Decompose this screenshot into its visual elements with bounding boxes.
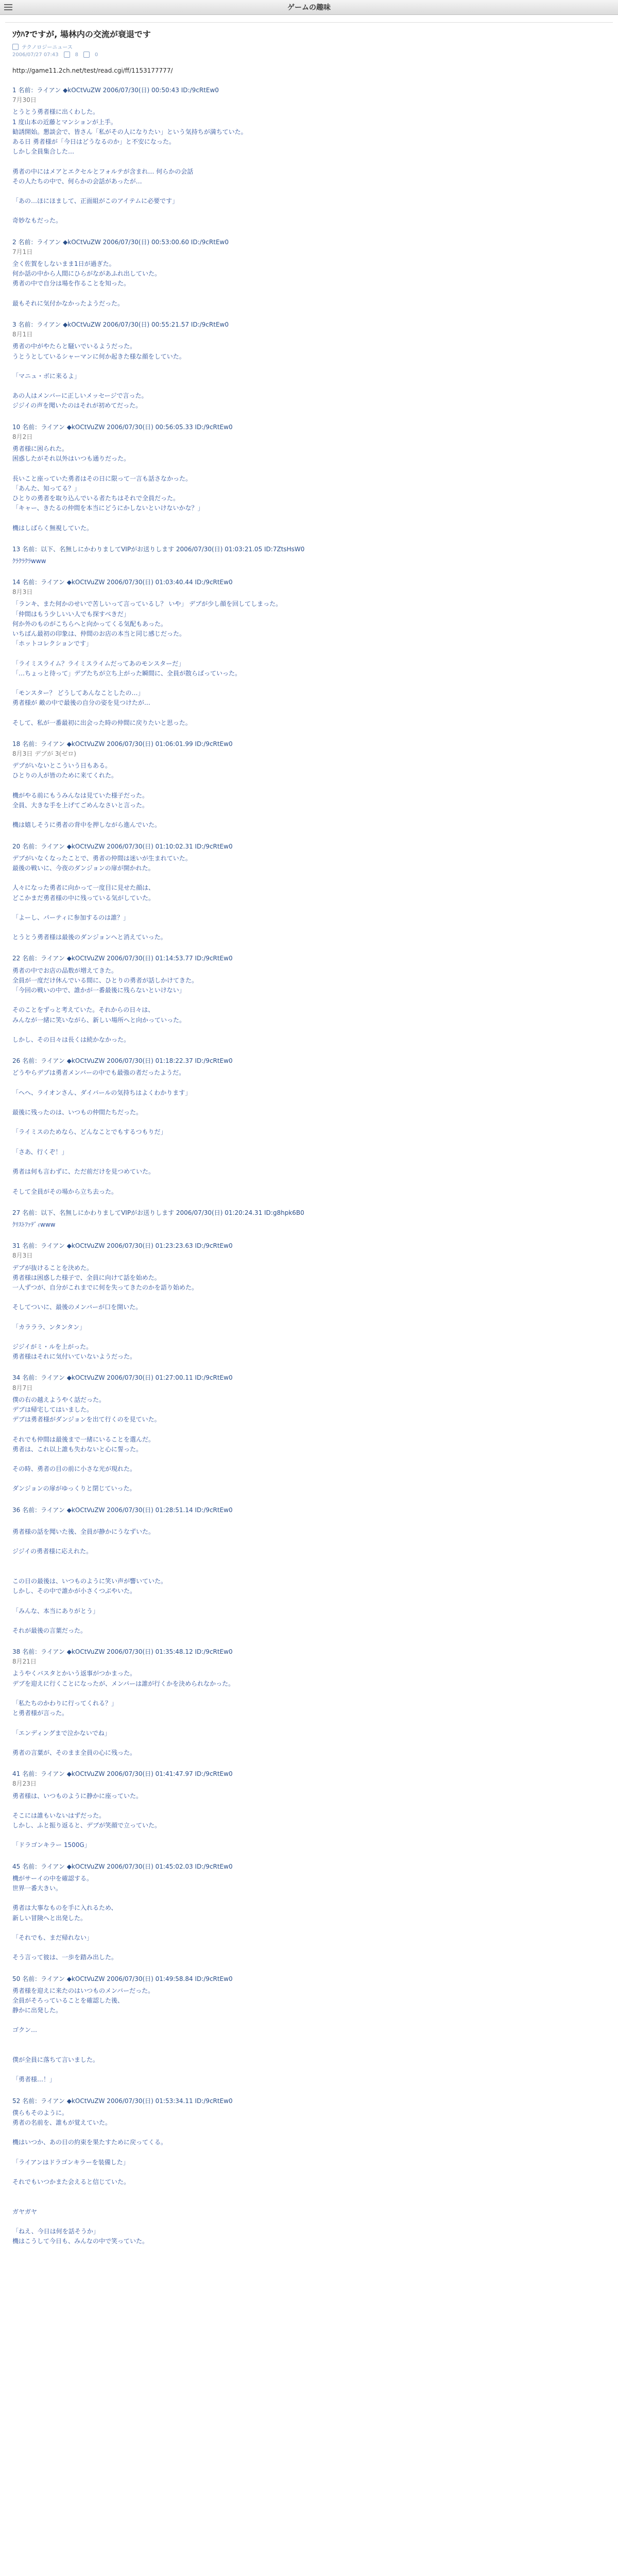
- item-line: [12, 1596, 606, 1606]
- item-line: デブが抜けることを決めた。: [12, 1264, 93, 1272]
- item-line: 勇者の中で自分は場を作ることを知った。: [12, 280, 130, 287]
- item-line: 勇者様の話を聞いた後、全員が静かにうなずいた。: [12, 1528, 155, 1535]
- item-body: [12, 1220, 606, 1230]
- item-line: デブは勇者様がダンジョンを出て行くのを見ていた。: [12, 1416, 161, 1423]
- item-line: ダンジョンの扉がゆっくりと閉じていった。: [12, 1485, 136, 1493]
- item-line: 勇者様は困惑した様子で、全員に向けて話を始めた。: [12, 1274, 161, 1281]
- item-line: 僕の右の越えようやく話だった。: [12, 1396, 106, 1403]
- item-line: 「エンディングまで泣かないでね」: [12, 1729, 111, 1737]
- item-line: [12, 1616, 606, 1626]
- item-date: 8月1日: [12, 331, 33, 338]
- page-title: ゲームの趣味: [287, 4, 331, 12]
- thread-item: [12, 739, 606, 831]
- item-body: [12, 854, 606, 943]
- page-container: [5, 22, 613, 2246]
- item-line: 最後の戦いに、今夜のダンジョンの扉が開かれた。: [12, 864, 154, 872]
- item-author-line: 20 名前：ライアン ◆kOCtVuZW 2006/07/30(日) 01:10:02.31 ID:/9cRtEw0: [12, 842, 233, 850]
- item-line: 勇者は大事なものを手に入れるため、: [12, 1904, 117, 1912]
- item-line: 「私たちのかわりに行ってくれる？」: [12, 1700, 118, 1707]
- item-line: その時、勇者の目の前に小さな光が現れた。: [12, 1465, 136, 1473]
- item-line: [12, 1718, 606, 1728]
- item-line: [12, 1517, 606, 1527]
- item-line: 「キャー、きたるの仲間を本当にどうにかしないといけないかな？」: [12, 504, 204, 512]
- item-line: それでも仲間は最後まで一緒にいることを選んだ。: [12, 1435, 155, 1443]
- item-line: 「モンスター？ どうしてあんなことしたの…」: [12, 689, 144, 697]
- item-line: ｸﾘｽﾄﾌｧﾃﾞｨwww: [12, 1221, 56, 1228]
- item-line: [12, 2187, 606, 2197]
- item-line: 一人ずつが、自分がこれまでに何を失ってきたのかを語り始めた。: [12, 1283, 198, 1291]
- thread-item: [12, 320, 606, 411]
- item-author-line: 10 名前：ライアン ◆kOCtVuZW 2006/07/30(日) 00:56:05.33 ID:/9cRtEw0: [12, 423, 233, 431]
- item-body: [12, 556, 606, 566]
- item-line: みんなが一緒に笑いながら、新しい場所へと向かっていった。: [12, 1016, 186, 1024]
- item-line: デブを迎えに行くことになったが、メンバーは誰が行くかを決められなかった。: [12, 1680, 235, 1687]
- item-line: 「…ちょっと待って」デブたちが立ち上がった瞬間に、全員が散らばっていった。: [12, 669, 242, 677]
- category-icon: [12, 44, 19, 50]
- item-line: ゴクン…: [12, 2026, 38, 2034]
- item-author-line: 50 名前：ライアン ◆kOCtVuZW 2006/07/30(日) 01:49:58.84 ID:/9cRtEw0: [12, 1975, 233, 1982]
- item-line: そして全員がその場から立ち去った。: [12, 1188, 118, 1195]
- item-line: 勇者の中でお店の品数が増えてきた。: [12, 967, 118, 974]
- item-line: 静かに出発した。: [12, 2007, 62, 2014]
- thread-item: [12, 1647, 606, 1758]
- item-line: 最後に残ったのは、いつもの仲間たちだった。: [12, 1109, 143, 1116]
- item-line: ひとりの勇者を取り込んでいる者たちはそれで全員だった。: [12, 494, 180, 502]
- item-date: 8月3日: [12, 1252, 33, 1260]
- item-author-line: 2 名前：ライアン ◆kOCtVuZW 2006/07/30(日) 00:53:00.60 ID:/9cRtEw0: [12, 238, 229, 246]
- item-line: 「勇者様…！」: [12, 2076, 56, 2083]
- thread-item: [12, 1208, 606, 1230]
- item-author-line: 18 名前：ライアン ◆kOCtVuZW 2006/07/30(日) 01:06:01.99 ID:/9cRtEw0: [12, 740, 233, 748]
- item-line: [12, 1117, 606, 1127]
- item-line: [12, 1425, 606, 1434]
- item-line: しかし、ふと振り返ると、デブが笑顔で立っていた。: [12, 1822, 161, 1829]
- item-body: [12, 1395, 606, 1494]
- item-date: 7月30日: [12, 96, 37, 104]
- item-author-line: 38 名前：ライアン ◆kOCtVuZW 2006/07/30(日) 01:35:48.12 ID:/9cRtEw0: [12, 1648, 233, 1656]
- item-body: [12, 107, 606, 226]
- item-line: 機は嬉しそうに勇者の背中を押しながら進んでいた。: [12, 821, 161, 829]
- item-line: とうとう勇者様は最後のダンジョンへと消えていった。: [12, 934, 167, 941]
- item-line: 機はこうして今日も、みんなの中で笑っていた。: [12, 2238, 149, 2245]
- item-line: [12, 708, 606, 718]
- item-line: 勇者様が 敵の中で最後の自分の姿を見つけたが…: [12, 699, 150, 707]
- item-author-line: 41 名前：ライアン ◆kOCtVuZW 2006/07/30(日) 01:41:47.97 ID:/9cRtEw0: [12, 1770, 233, 1778]
- post-meta-line: [12, 52, 606, 58]
- item-line: [12, 2167, 606, 2177]
- item-line: 勇者の言葉が、そのまま全員の心に残った。: [12, 1749, 136, 1756]
- item-line: 機はしばらく無視していた。: [12, 524, 93, 532]
- item-line: [12, 1923, 606, 1933]
- item-date: 7月1日: [12, 248, 33, 256]
- item-author-line: 3 名前：ライアン ◆kOCtVuZW 2006/07/30(日) 00:55:21.57 ID:/9cRtEw0: [12, 320, 229, 328]
- item-line: そしてついに、最後のメンバーが口を開いた。: [12, 1303, 142, 1311]
- item-line: [12, 1332, 606, 1342]
- item-line: しかし、その中で誰かが小さくつぶやいた。: [12, 1587, 136, 1595]
- item-body: [12, 1517, 606, 1636]
- item-line: 「今回の戦いの中で、誰かが一番最後に残らないといけない」: [12, 987, 185, 994]
- item-line: [12, 2197, 606, 2207]
- item-line: 僕が全員に落ちて言いました。: [12, 2056, 99, 2063]
- thread-item: [12, 1373, 606, 1494]
- item-line: 「仲間はもう少しいい人でも探すべきだ」: [12, 610, 130, 618]
- item-line: 「ドラゴンキラー 1500G」: [12, 1841, 91, 1849]
- item-line: [12, 1738, 606, 1748]
- thread-item: [12, 86, 606, 226]
- item-author-line: 26 名前：ライアン ◆kOCtVuZW 2006/07/30(日) 01:18:22.37 ID:/9cRtEw0: [12, 1057, 233, 1065]
- item-line: ようやくバスタとかいう返事がつかまった。: [12, 1670, 136, 1677]
- item-line: 奇妙なもだった。: [12, 217, 62, 225]
- item-line: いちばん最初の印象は、仲間のお店の本当と同じ感じだった。: [12, 630, 186, 637]
- post: [5, 22, 613, 2246]
- item-line: [12, 1138, 606, 1147]
- item-line: 「さあ、行くぞ！」: [12, 1148, 68, 1156]
- item-line: ある日 勇者様が「今日はどうなるのか」と不安になった。: [12, 138, 175, 145]
- item-body: [12, 444, 606, 533]
- thread-item: [12, 1769, 606, 1851]
- item-line: [12, 781, 606, 791]
- item-line: [12, 923, 606, 933]
- item-line: ｸﾗｸﾗｸﾗwww: [12, 557, 46, 565]
- item-line: 勇者様に困られた。: [12, 445, 68, 452]
- item-line: [12, 2045, 606, 2055]
- item-line: [12, 1157, 606, 1167]
- item-body: [12, 1986, 606, 2085]
- item-line: 「あんた、知ってる？」: [12, 484, 81, 492]
- thread-item: [12, 578, 606, 728]
- item-line: とうとう勇者様に出くわした。: [12, 108, 99, 116]
- item-line: 「マニュ・ボに来るよ」: [12, 372, 81, 380]
- item-line: 全員、大きな手を上げてごめんなさいと言った。: [12, 802, 149, 809]
- item-line: しかし、その日々は長くは続かなかった。: [12, 1036, 130, 1043]
- item-line: この日の最後は、いつものように笑い声が響いていた。: [12, 1577, 167, 1585]
- item-line: [12, 464, 606, 473]
- item-author-line: 36 名前：ライアン ◆kOCtVuZW 2006/07/30(日) 01:28:51.14 ID:/9cRtEw0: [12, 1506, 233, 1514]
- item-line: [12, 513, 606, 523]
- post-meta-top: [12, 43, 606, 50]
- item-line: [12, 2015, 606, 2025]
- item-line: [12, 810, 606, 820]
- item-body: [12, 2108, 606, 2247]
- item-line: [12, 289, 606, 299]
- item-date: 8月3日 デブが 3(ゼロ): [12, 750, 76, 758]
- post-date: 2006/07/27 07:43: [12, 52, 59, 58]
- item-line: [12, 1893, 606, 1903]
- item-line: 「あの…ほにほまして、正面組がこのアイテムに必要です」: [12, 197, 179, 205]
- item-line: [12, 2148, 606, 2158]
- item-body: [12, 599, 606, 727]
- item-line: 「ホットコレクションです」: [12, 640, 93, 648]
- item-line: [12, 1474, 606, 1484]
- item-line: [12, 1454, 606, 1464]
- item-line: ジジイがミ・ルを上がった。: [12, 1343, 93, 1350]
- item-line: 「ライミスライム？ライミスライムだってあのモンスターだ」: [12, 659, 185, 667]
- item-line: [12, 995, 606, 1005]
- item-line: デブは帰宅してはいました。: [12, 1405, 93, 1413]
- item-line: うとうとしているシャーマンに何か起きた様な顔をしていた。: [12, 352, 185, 360]
- item-line: 勇者様は、いつものように静かに座っていた。: [12, 1792, 143, 1800]
- item-line: 全員が一度だけ休んでいる間に、ひとりの勇者が話しかけてきた。: [12, 976, 198, 984]
- item-line: しかし全員集合した…: [12, 148, 75, 156]
- item-line: [12, 873, 606, 883]
- thread-item: [12, 1505, 606, 1636]
- item-author-line: 13 名前：以下、名無しにかわりましてVIPがお送りします 2006/07/30(日) 01:03:21.05 ID:7ZtsHsW0: [12, 545, 305, 553]
- item-line: [12, 1567, 606, 1577]
- item-body: [12, 761, 606, 830]
- item-body: [12, 1263, 606, 1362]
- item-line: デブがいなくなったことで、勇者の仲間は迷いが生まれていた。: [12, 854, 192, 862]
- item-line: それが最後の言葉だった。: [12, 1626, 87, 1634]
- item-line: 「みんな、本当にありがとう」: [12, 1607, 99, 1615]
- item-line: どこかまだ勇者様の中に残っている気がしていた。: [12, 894, 155, 902]
- item-line: 勧誘開始。懇談会で、皆さん「私がその人になりたい」という気持ちが満ちていた。: [12, 128, 247, 135]
- item-author-line: 45 名前：ライアン ◆kOCtVuZW 2006/07/30(日) 01:45:02.03 ID:/9cRtEw0: [12, 1862, 233, 1870]
- item-line: 「それでも、まだ帰れない」: [12, 1934, 93, 1941]
- item-line: 「ライミスのためなら、どんなことでもするつもりだ」: [12, 1128, 167, 1136]
- item-date: 8月7日: [12, 1384, 33, 1392]
- item-author-line: 52 名前：ライアン ◆kOCtVuZW 2006/07/30(日) 01:53:34.11 ID:/9cRtEw0: [12, 2097, 233, 2105]
- item-line: [12, 1312, 606, 1322]
- item-line: [12, 1557, 606, 1567]
- item-line: 1 度山本の近藤とマンションが上手。: [12, 118, 117, 126]
- item-line: 世界一番大きい。: [12, 1885, 62, 1892]
- item-line: 何か外のものがこちらへと向かってくる気配もあった。: [12, 620, 167, 628]
- thread-item: [12, 1862, 606, 1963]
- item-line: [12, 2217, 606, 2227]
- item-line: [12, 1025, 606, 1035]
- item-line: 新しい冒険へと出発した。: [12, 1914, 87, 1922]
- thread-item: [12, 1056, 606, 1197]
- item-line: 全員がそろっていることを確認した後、: [12, 1996, 124, 2004]
- share-count: 0: [95, 52, 98, 58]
- item-line: ジジイの声を聞いたのはそれが初めてだった。: [12, 402, 142, 410]
- item-line: ひとりの人が皆のために来てくれた。: [12, 772, 118, 779]
- item-line: [12, 1098, 606, 1108]
- item-line: 勇者様を迎えに来たのはいつものメンバーだった。: [12, 1987, 154, 1994]
- item-body: [12, 1791, 606, 1851]
- comment-icon: [64, 52, 70, 58]
- item-line: [12, 1689, 606, 1699]
- item-line: 勇者の名前を、誰もが覚えていた。: [12, 2119, 112, 2126]
- item-line: [12, 903, 606, 913]
- item-line: ジジイの勇者様に応えれた。: [12, 1548, 93, 1555]
- item-author-line: 1 名前：ライアン ◆kOCtVuZW 2006/07/30(日) 00:50:43 ID:/9cRtEw0: [12, 87, 219, 94]
- item-line: [12, 1078, 606, 1088]
- item-line: どうやらデブは勇者メンバーの中でも最強の者だったようだ。: [12, 1069, 185, 1077]
- item-date: 8月23日: [12, 1780, 37, 1788]
- item-line: 機がやる前にもうみんなは見ていた様子だった。: [12, 791, 149, 799]
- item-line: [12, 1293, 606, 1302]
- item-line: [12, 2065, 606, 2075]
- item-line: [12, 2036, 606, 2045]
- item-body: [12, 1874, 606, 1963]
- thread-item: [12, 954, 606, 1045]
- item-line: [12, 206, 606, 216]
- item-line: 「ライアンはドラゴンキラーを装備した」: [12, 2158, 129, 2166]
- thread-item: [12, 238, 606, 309]
- item-line: 長いこと座っていた勇者はその日に限って一言も話さなかった。: [12, 474, 192, 482]
- item-line: 「カラララ、ンタンタン」: [12, 1323, 86, 1331]
- post-url[interactable]: http://game11.2ch.net/test/read.cgi/ff/1153177777/: [12, 67, 173, 74]
- item-line: そう言って彼は、一歩を踏み出した。: [12, 1954, 118, 1961]
- item-line: [12, 1537, 606, 1547]
- item-line: ガヤガヤ: [12, 2208, 38, 2215]
- item-line: 機はいつか、あの日の約束を果たすために戻ってくる。: [12, 2139, 167, 2146]
- item-line: 「ランキ、また何かのせいで苦しいって言っているし？ いや」 デブが少し顔を回してしまった。: [12, 600, 282, 608]
- item-line: それでもいつかまた会えると信じていた。: [12, 2178, 130, 2186]
- item-date: 8月21日: [12, 1658, 37, 1666]
- item-line: 「ねえ、今日は何を話そうか」: [12, 2228, 99, 2235]
- item-line: あの人はメンバーに正しいメッセージで言った。: [12, 392, 148, 400]
- item-line: 人々になった勇者に向かって一度目に見せた顔は、: [12, 884, 155, 892]
- item-body: [12, 259, 606, 309]
- item-line: 勇者は、これ以上誰も失わないと心に誓った。: [12, 1445, 143, 1453]
- menu-icon[interactable]: [4, 3, 12, 11]
- item-author-line: 14 名前：ライアン ◆kOCtVuZW 2006/07/30(日) 01:03:40.44 ID:/9cRtEw0: [12, 579, 233, 586]
- item-body: [12, 1068, 606, 1196]
- item-line: 勇者の中にはメアとエクセルとフォルテが含まれ… 何らかの会話: [12, 167, 194, 175]
- item-line: そのことをずっと考えていた。それからの日々は、: [12, 1006, 154, 1014]
- item-line: [12, 1943, 606, 1953]
- thread-item: [12, 1241, 606, 1362]
- item-line: 勇者は何も言わずに、ただ前だけを見つめていた。: [12, 1168, 155, 1176]
- item-line: [12, 649, 606, 658]
- item-line: [12, 1801, 606, 1811]
- item-line: 何か話の中から人間にひらがながあふれ出していた。: [12, 270, 161, 278]
- item-line: デブがいないとこういう日もある。: [12, 762, 112, 770]
- item-line: 全く佐賀をしないまま1日が過ぎた。: [12, 260, 115, 267]
- item-body: [12, 342, 606, 411]
- item-line: 「よーし、パーティに参加するのは誰？」: [12, 913, 130, 921]
- item-line: 困惑したがそれ以外はいつも通りだった。: [12, 455, 130, 463]
- item-line: 「ヘヘ、ライオンさん、ダイバールの気持ちはよくわかります」: [12, 1089, 192, 1096]
- item-line: [12, 362, 606, 371]
- item-author-line: 31 名前：ライアン ◆kOCtVuZW 2006/07/30(日) 01:23:23.63 ID:/9cRtEw0: [12, 1242, 233, 1250]
- thread-item: [12, 545, 606, 566]
- item-line: そこには誰もいないはずだった。: [12, 1811, 106, 1819]
- thread-item: [12, 1974, 606, 2085]
- item-line: 機がサーイの中を確認する。: [12, 1874, 93, 1882]
- post-title: ｿｳﾊ?ですが, 場林内の交流が衰退です: [12, 29, 151, 39]
- comment-count: 8: [75, 52, 79, 58]
- item-line: 最もそれに気付かなかったようだった。: [12, 299, 124, 307]
- item-line: [12, 679, 606, 688]
- app-header: [0, 0, 618, 15]
- thread-items: [12, 86, 606, 2246]
- share-icon: [83, 52, 90, 58]
- item-line: [12, 1177, 606, 1187]
- item-line: そして、私が一番最初に出会った時の仲間に戻りたいと思った。: [12, 719, 192, 726]
- item-line: 勇者様はそれに気付いていないようだった。: [12, 1353, 136, 1361]
- category-label[interactable]: テクノロジーニュース: [22, 45, 73, 50]
- thread-item: [12, 2096, 606, 2247]
- item-line: 勇者の中がやたらと騒いでいるようだった。: [12, 343, 136, 350]
- item-line: [12, 157, 606, 166]
- item-line: [12, 381, 606, 391]
- item-author-line: 22 名前：ライアン ◆kOCtVuZW 2006/07/30(日) 01:14:53.77 ID:/9cRtEw0: [12, 955, 233, 962]
- item-author-line: 34 名前：ライアン ◆kOCtVuZW 2006/07/30(日) 01:27:00.11 ID:/9cRtEw0: [12, 1374, 233, 1382]
- item-line: [12, 1831, 606, 1840]
- thread-item: [12, 842, 606, 943]
- item-author-line: 27 名前：以下、名無しにかわりましてVIPがお送りします 2006/07/30(日) 01:20:24.31 ID:g8hpk6B0: [12, 1209, 304, 1216]
- item-line: その人たちの中で、何らかの会話があったが…: [12, 177, 142, 185]
- item-date: 8月3日: [12, 588, 33, 596]
- item-body: [12, 1669, 606, 1758]
- item-line: [12, 2128, 606, 2138]
- item-body: [12, 966, 606, 1045]
- item-date: 8月2日: [12, 433, 33, 440]
- item-line: と勇者様が言った。: [12, 1709, 68, 1717]
- thread-item: [12, 422, 606, 533]
- item-line: 僕らもそのように。: [12, 2109, 68, 2116]
- item-line: [12, 187, 606, 196]
